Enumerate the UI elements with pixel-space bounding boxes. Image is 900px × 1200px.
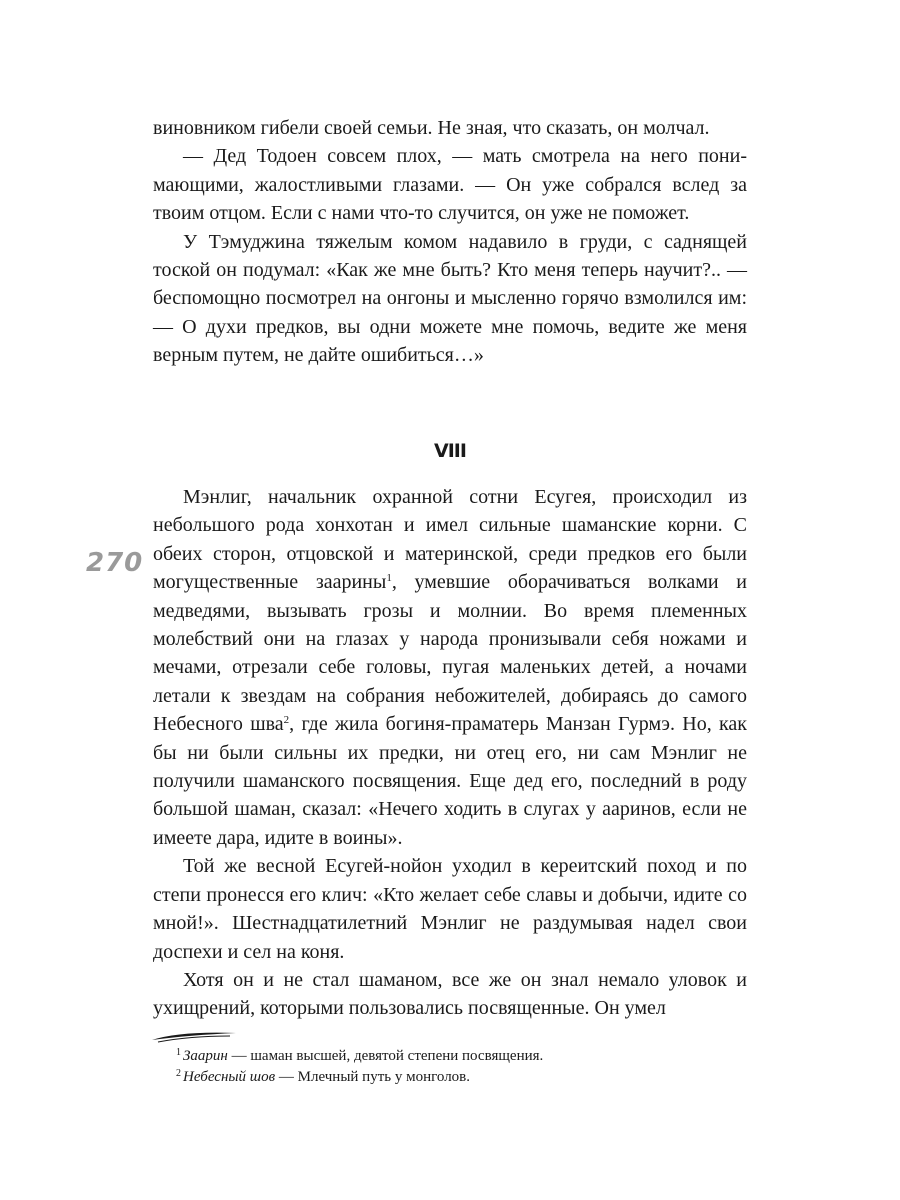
- paragraph: Той же весной Есугей-нойон уходил в кереитский поход и по степи пронесся его клич: «Кто желает себе славы и добычи, идите со мной!». Шестнадцатилетний Мэнлиг не раздумывая надел свои доспехи и сел на коня.: [153, 855, 747, 963]
- text-block-top: [153, 114, 747, 370]
- footnote-number: 2: [176, 1068, 181, 1079]
- footnote-ref-2[interactable]: 2: [283, 714, 290, 727]
- paragraph: Хотя он и не стал шаманом, все же он знал немало уловок и ухищрений, которыми пользовались посвященные. Он умел: [153, 968, 747, 1020]
- footnote-ref-1[interactable]: 1: [386, 572, 392, 585]
- paragraph: виновником гибели своей семьи. Не зная, что сказать, он молчал.: [153, 117, 710, 139]
- footnote-separator: [150, 1030, 240, 1044]
- footnote-term: Небесный шов: [183, 1069, 276, 1085]
- text-block-main: [153, 483, 747, 1023]
- paragraph-text: , где жила богиня-праматерь Манзан Гурмэ. Но, как бы ни были сильны их предки, ни отец его, ни сам Мэнлиг не получили шаманского посвящения. Еще дед его, последний в роду большой шаман, сказал: «Нечего ходить в слугах у ааринов, если не имеете дара, идите в воины».: [153, 713, 747, 849]
- paragraph-text: , умевшие оборачиваться волками и медведями, вызывать грозы и молнии. Во время племенных молебствий они на глазах у народа пронизывали себя ножами и мечами, отрезали себе головы, пугая маленьких детей, а ночами летали к звездам на собрания небожителей, добираясь до самого Небесного шва: [153, 571, 747, 736]
- paragraph: — Дед Тодоен совсем плох, — мать смотрела на него понимающими, жалостливыми глазами. — Он уже собрался вслед за твоим отцом. Если с нами что-то случится, он уже не поможет.: [153, 145, 747, 225]
- paragraph: У Тэмуджина тяжелым комом надавило в груди, с саднящей тоской он подумал: «Как же мне быть? Кто меня теперь научит?.. — беспомощно посмотрел на онгоны и мысленно горячо взмолился им: — О духи предков, вы одни можете мне помочь, ведите же меня верным путем, не дайте ошибиться…»: [153, 230, 747, 367]
- footnote-2: [153, 1067, 747, 1088]
- footnotes: [153, 1046, 747, 1088]
- footnote-term: Заарин: [183, 1048, 228, 1064]
- paragraph-text: Мэнлиг, начальник охранной сотни Есугея, происходил из небольшого рода хонхотан и имел сильные шаманские корни. С обеих сторон, отцовской и материнской, среди предков его были могущественные заарины: [153, 486, 747, 594]
- page-number: 270: [86, 548, 144, 578]
- paragraph: [153, 483, 747, 852]
- footnote-1: [153, 1046, 747, 1067]
- chapter-heading: VIII: [434, 440, 466, 462]
- footnote-number: 1: [176, 1047, 181, 1058]
- footnote-text: — Млечный путь у монголов.: [275, 1069, 471, 1085]
- footnote-text: — шаман высшей, девятой степени посвящения.: [227, 1048, 544, 1064]
